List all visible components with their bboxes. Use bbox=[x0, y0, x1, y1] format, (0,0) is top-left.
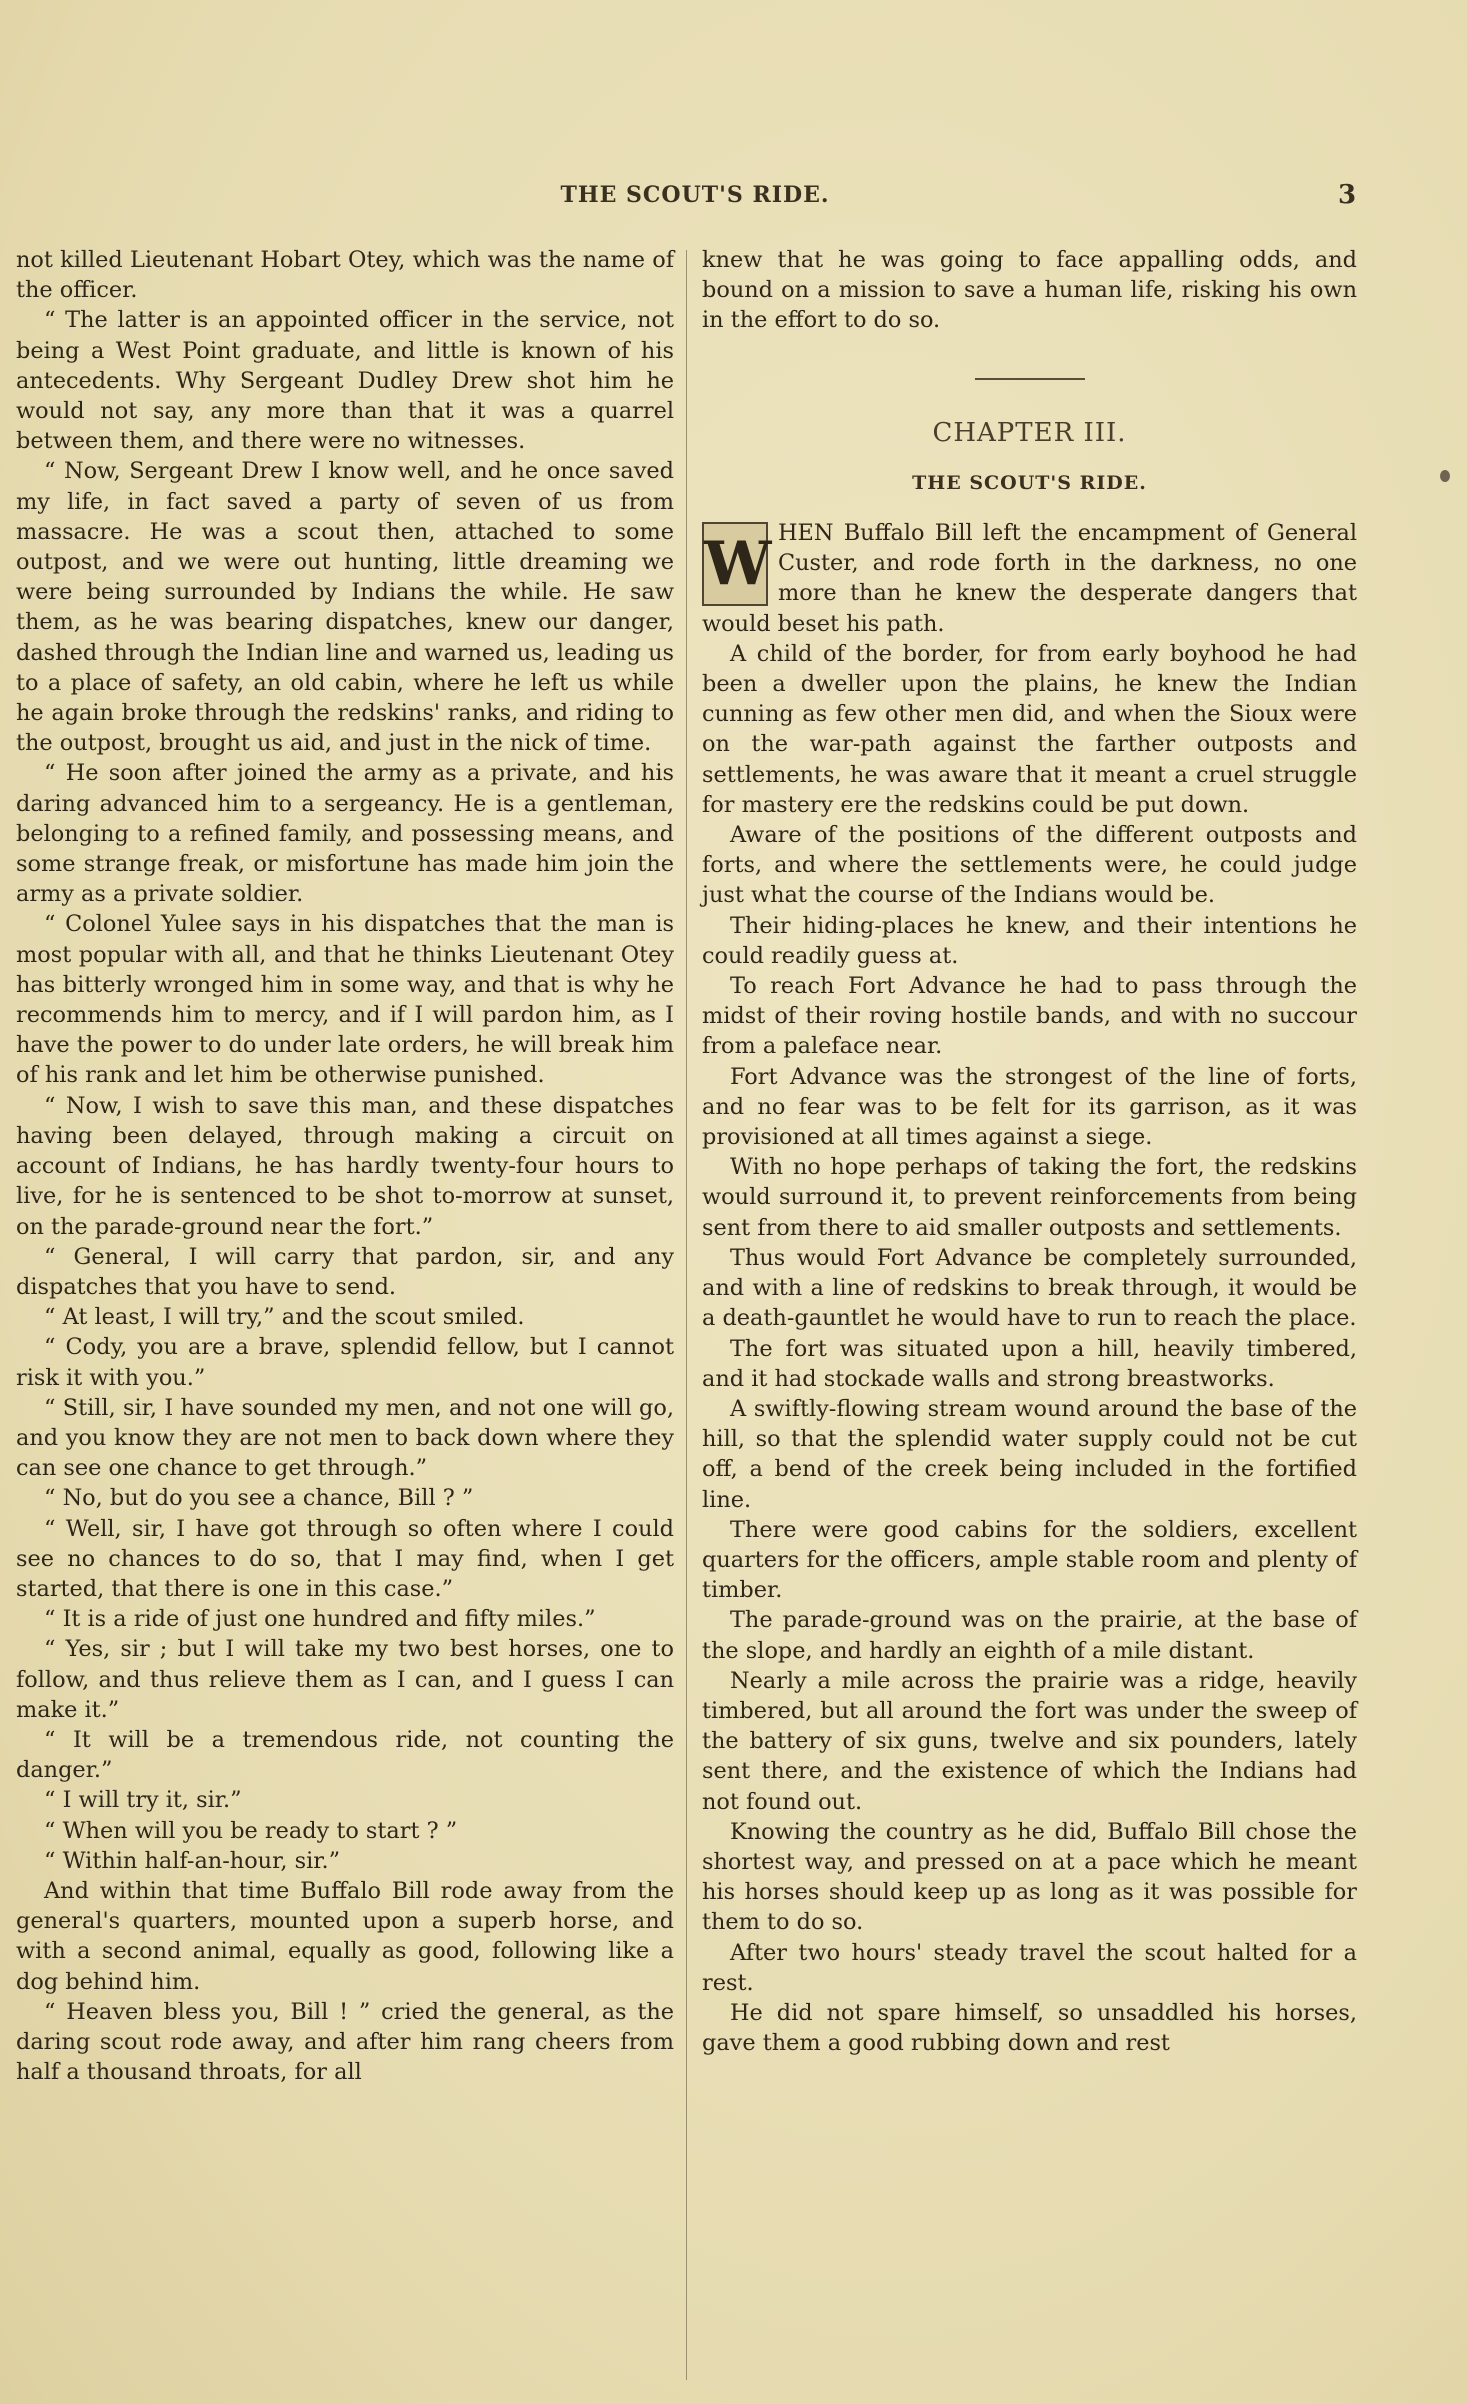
column-divider bbox=[686, 250, 687, 2380]
paragraph: “ Cody, you are a brave, splendid fellow, but I cannot risk it with you.” bbox=[16, 1334, 674, 1391]
section-rule bbox=[975, 378, 1085, 380]
opening-text: HEN Buffalo Bill left the encampment of General Custer, and rode forth in the darkness, no one more than he knew the desperate dangers that would beset his path. bbox=[702, 520, 1357, 637]
paragraph: And within that time Buffalo Bill rode away from the general's quarters, mounted upon a superb horse, and with a second animal, equally as good, following like a dog behind him. bbox=[16, 1877, 674, 1995]
paragraph: “ Colonel Yulee says in his dispatches that the man is most popular with all, and that he thinks Lieutenant Otey has bitterly wronged him in some way, and that is why he recommends him to mercy, and if I will pardon him, as I have the power to do under late orders, he will break him of his rank and let him be otherwise punished. bbox=[16, 911, 674, 1089]
paragraph: The fort was situated upon a hill, heavily timbered, and it had stockade walls and strong breastworks. bbox=[702, 1335, 1357, 1392]
paragraph: To reach Fort Advance he had to pass through the midst of their roving hostile bands, and with no succour from a paleface near. bbox=[702, 973, 1357, 1060]
chapter-opening-paragraph bbox=[702, 518, 1357, 639]
paragraph: A swiftly-flowing stream wound around the base of the hill, so that the splendid water supply could not be cut off, a bend of the creek being included in the fortified line. bbox=[702, 1395, 1357, 1513]
paragraph: There were good cabins for the soldiers, excellent quarters for the officers, ample stable room and plenty of timber. bbox=[702, 1516, 1357, 1604]
page-number: 3 bbox=[1338, 180, 1357, 210]
paragraph: He did not spare himself, so unsaddled his horses, gave them a good rubbing down and rest bbox=[702, 1999, 1357, 2057]
paragraph: “ Yes, sir ; but I will take my two best horses, one to follow, and thus relieve them as I can, and I guess I can make it.” bbox=[16, 1636, 674, 1723]
paragraph: The parade-ground was on the prairie, at the base of the slope, and hardly an eighth of a mile distant. bbox=[702, 1607, 1357, 1664]
paragraph: A child of the border, for from early boyhood he had been a dweller upon the plains, he knew the Indian cunning as few other men did, and when the Sioux were on the war-path against the farther outposts and settlements, he was aware that it meant a cruel struggle for mastery ere the redskins could be put down. bbox=[702, 640, 1357, 818]
chapter-title: CHAPTER III. bbox=[932, 417, 1127, 448]
paragraph: “ At least, I will try,” and the scout smiled. bbox=[44, 1304, 525, 1331]
paragraph: “ It is a ride of just one hundred and fifty miles.” bbox=[44, 1606, 596, 1633]
paragraph: “ Now, Sergeant Drew I know well, and he once saved my life, in fact saved a party of seven of us from massacre. He was a scout then, attached to some outpost, and we were out hunting, little dreaming we were being surrounded by Indians the while. He saw them, as he was bearing dispatches, knew our danger, dashed through the Indian line and warned us, leading us to a place of safety, an old cabin, where he left us while he again broke through the redskins' ranks, and riding to the outpost, brought us aid, and just in the nick of time. bbox=[16, 458, 674, 757]
paragraph: “ Now, I wish to save this man, and these dispatches having been delayed, through making a circuit on account of Indians, he has hardly twenty-four hours to live, for he is sentenced to be shot to-morrow at sunset, on the parade-ground near the fort.” bbox=[16, 1092, 674, 1240]
paragraph: “ I will try it, sir.” bbox=[44, 1787, 242, 1814]
paragraph: “ General, I will carry that pardon, sir, and any dispatches that you have to send. bbox=[16, 1243, 674, 1300]
paragraph: “ Heaven bless you, Bill ! ” cried the general, as the daring scout rode away, and after him rang cheers from half a thousand throats, for all bbox=[16, 1998, 674, 2086]
paragraph: “ Well, sir, I have got through so often where I could see no chances to do so, that I may find, when I get started, that there is one in this case.” bbox=[16, 1515, 674, 1602]
paragraph: Nearly a mile across the prairie was a ridge, heavily timbered, but all around the fort was under the sweep of the battery of six guns, twelve and six pounders, lately sent there, and the existence of which the Indians had not found out. bbox=[702, 1667, 1357, 1815]
paragraph: Knowing the country as he did, Buffalo Bill chose the shortest way, and pressed on at a pace which he meant his horses should keep up as long as it was possible for them to do so. bbox=[702, 1818, 1357, 1936]
paragraph: Their hiding-places he knew, and their intentions he could readily guess at. bbox=[702, 912, 1357, 969]
paragraph: “ The latter is an appointed officer in the service, not being a West Point graduate, and little is known of his antecedents. Why Sergeant Dudley Drew shot him he would not say, any more than that it was a quarrel between them, and there were no witnesses. bbox=[16, 307, 674, 455]
running-title: THE SCOUT'S RIDE. bbox=[560, 182, 830, 208]
paragraph: knew that he was going to face appalling odds, and bound on a mission to save a human life, risking his own in the effort to do so. bbox=[702, 247, 1357, 334]
chapter-subtitle: THE SCOUT'S RIDE. bbox=[912, 471, 1147, 494]
paragraph: not killed Lieutenant Hobart Otey, which was the name of the officer. bbox=[16, 247, 674, 304]
paragraph: Aware of the positions of the different outposts and forts, and where the settlements were, he could judge just what the course of the Indians would be. bbox=[702, 822, 1357, 909]
paragraph: After two hours' steady travel the scout halted for a rest. bbox=[702, 1939, 1357, 1996]
paragraph: With no hope perhaps of taking the fort, the redskins would surround it, to prevent reinforcements from being sent from there to aid smaller outposts and settlements. bbox=[702, 1154, 1357, 1241]
paragraph: “ He soon after joined the army as a private, and his daring advanced him to a sergeancy. He is a gentleman, belonging to a refined family, and possessing means, and some strange freak, or misfortune has made him join the army as a private soldier. bbox=[16, 760, 674, 908]
paragraph: Fort Advance was the strongest of the line of forts, and no fear was to be felt for its garrison, as it was provisioned at all times against a siege. bbox=[702, 1063, 1357, 1151]
paragraph: Thus would Fort Advance be completely surrounded, and with a line of redskins to break through, it would be a death-gauntlet he would have to run to reach the place. bbox=[702, 1244, 1357, 1332]
paragraph: “ Still, sir, I have sounded my men, and not one will go, and you know they are not men to back down where they can see one chance to get through.” bbox=[16, 1394, 674, 1482]
right-column bbox=[702, 245, 1357, 2058]
page-header bbox=[0, 180, 1467, 220]
left-column bbox=[16, 245, 674, 2087]
paragraph: “ Within half-an-hour, sir.” bbox=[44, 1847, 341, 1874]
drop-cap: W bbox=[702, 522, 768, 606]
paragraph: “ No, but do you see a chance, Bill ? ” bbox=[44, 1485, 474, 1512]
paragraph: “ It will be a tremendous ride, not counting the danger.” bbox=[16, 1726, 674, 1784]
ink-spot bbox=[1440, 470, 1450, 482]
paragraph: “ When will you be ready to start ? ” bbox=[44, 1817, 458, 1844]
